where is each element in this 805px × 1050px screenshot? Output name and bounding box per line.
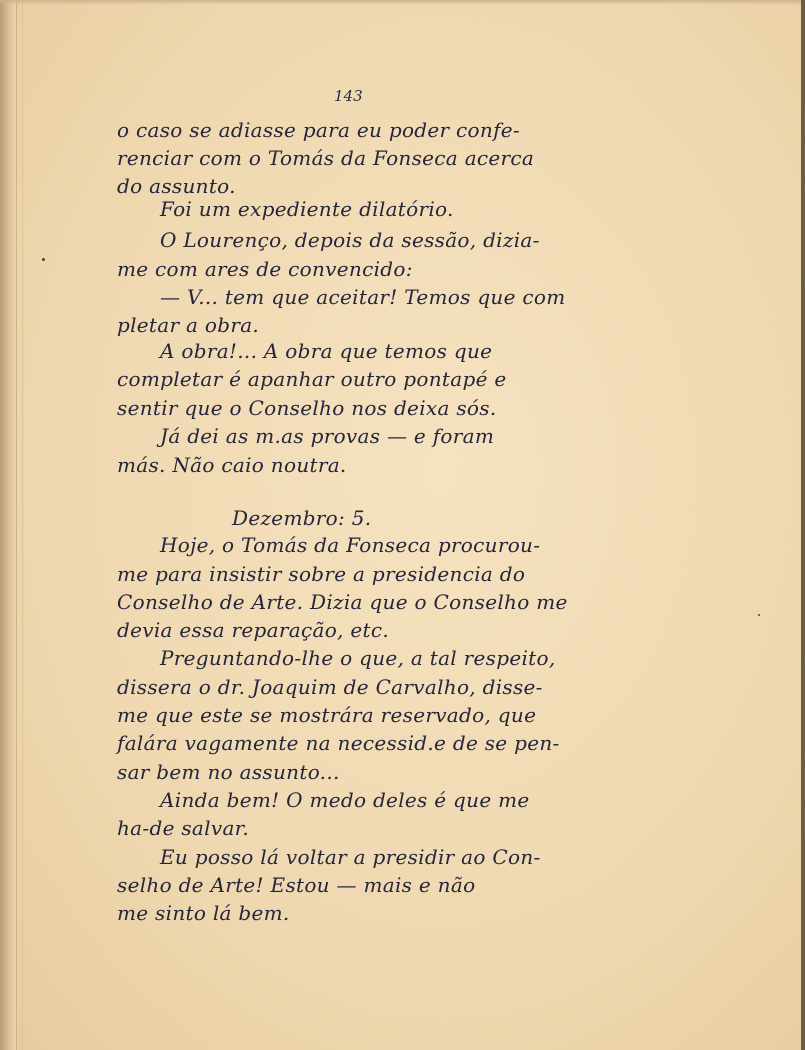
text-line: sentir que o Conselho nos deixa sós. <box>117 396 497 420</box>
text-line: Eu posso lá voltar a presidir ao Con- <box>160 845 541 869</box>
text-line: completar é apanhar outro pontapé e <box>117 367 507 391</box>
text-line: Conselho de Arte. Dizia que o Conselho me <box>117 590 568 614</box>
text-line: falára vagamente na necessid.e de se pen- <box>117 731 560 755</box>
paper-speck <box>42 258 45 261</box>
text-line: dissera o dr. Joaquim de Carvalho, disse- <box>117 675 543 699</box>
text-line: me que este se mostrára reservado, que <box>117 703 537 727</box>
text-line: Preguntando-lhe o que, a tal respeito, <box>160 646 556 670</box>
text-line: me sinto lá bem. <box>117 901 290 925</box>
page-number: 143 <box>334 87 363 105</box>
text-line: do assunto. <box>117 174 236 198</box>
text-line: Ainda bem! O medo deles é que me <box>160 788 530 812</box>
text-line: me para insistir sobre a presidencia do <box>117 562 526 586</box>
text-line: pletar a obra. <box>117 313 260 337</box>
text-line: selho de Arte! Estou — mais e não <box>117 873 476 897</box>
paper-speck <box>758 614 760 616</box>
text-line: o caso se adiasse para eu poder confe- <box>117 118 520 142</box>
text-line: me com ares de convencido: <box>117 257 413 281</box>
text-line: sar bem no assunto... <box>117 760 340 784</box>
text-line: más. Não caio noutra. <box>117 453 347 477</box>
date-heading: Dezembro: 5. <box>232 506 372 530</box>
text-line: ha-de salvar. <box>117 816 249 840</box>
text-line: A obra!... A obra que temos que <box>160 339 493 363</box>
text-line: O Lourenço, depois da sessão, dizia- <box>160 228 540 252</box>
text-line: Já dei as m.as provas — e foram <box>160 424 495 448</box>
text-line: — V... tem que aceitar! Temos que com <box>160 285 566 309</box>
text-line: Foi um expediente dilatório. <box>160 197 454 221</box>
text-line: Hoje, o Tomás da Fonseca procurou- <box>160 533 541 557</box>
text-line: devia essa reparação, etc. <box>117 618 389 642</box>
text-line: renciar com o Tomás da Fonseca acerca <box>117 146 535 170</box>
